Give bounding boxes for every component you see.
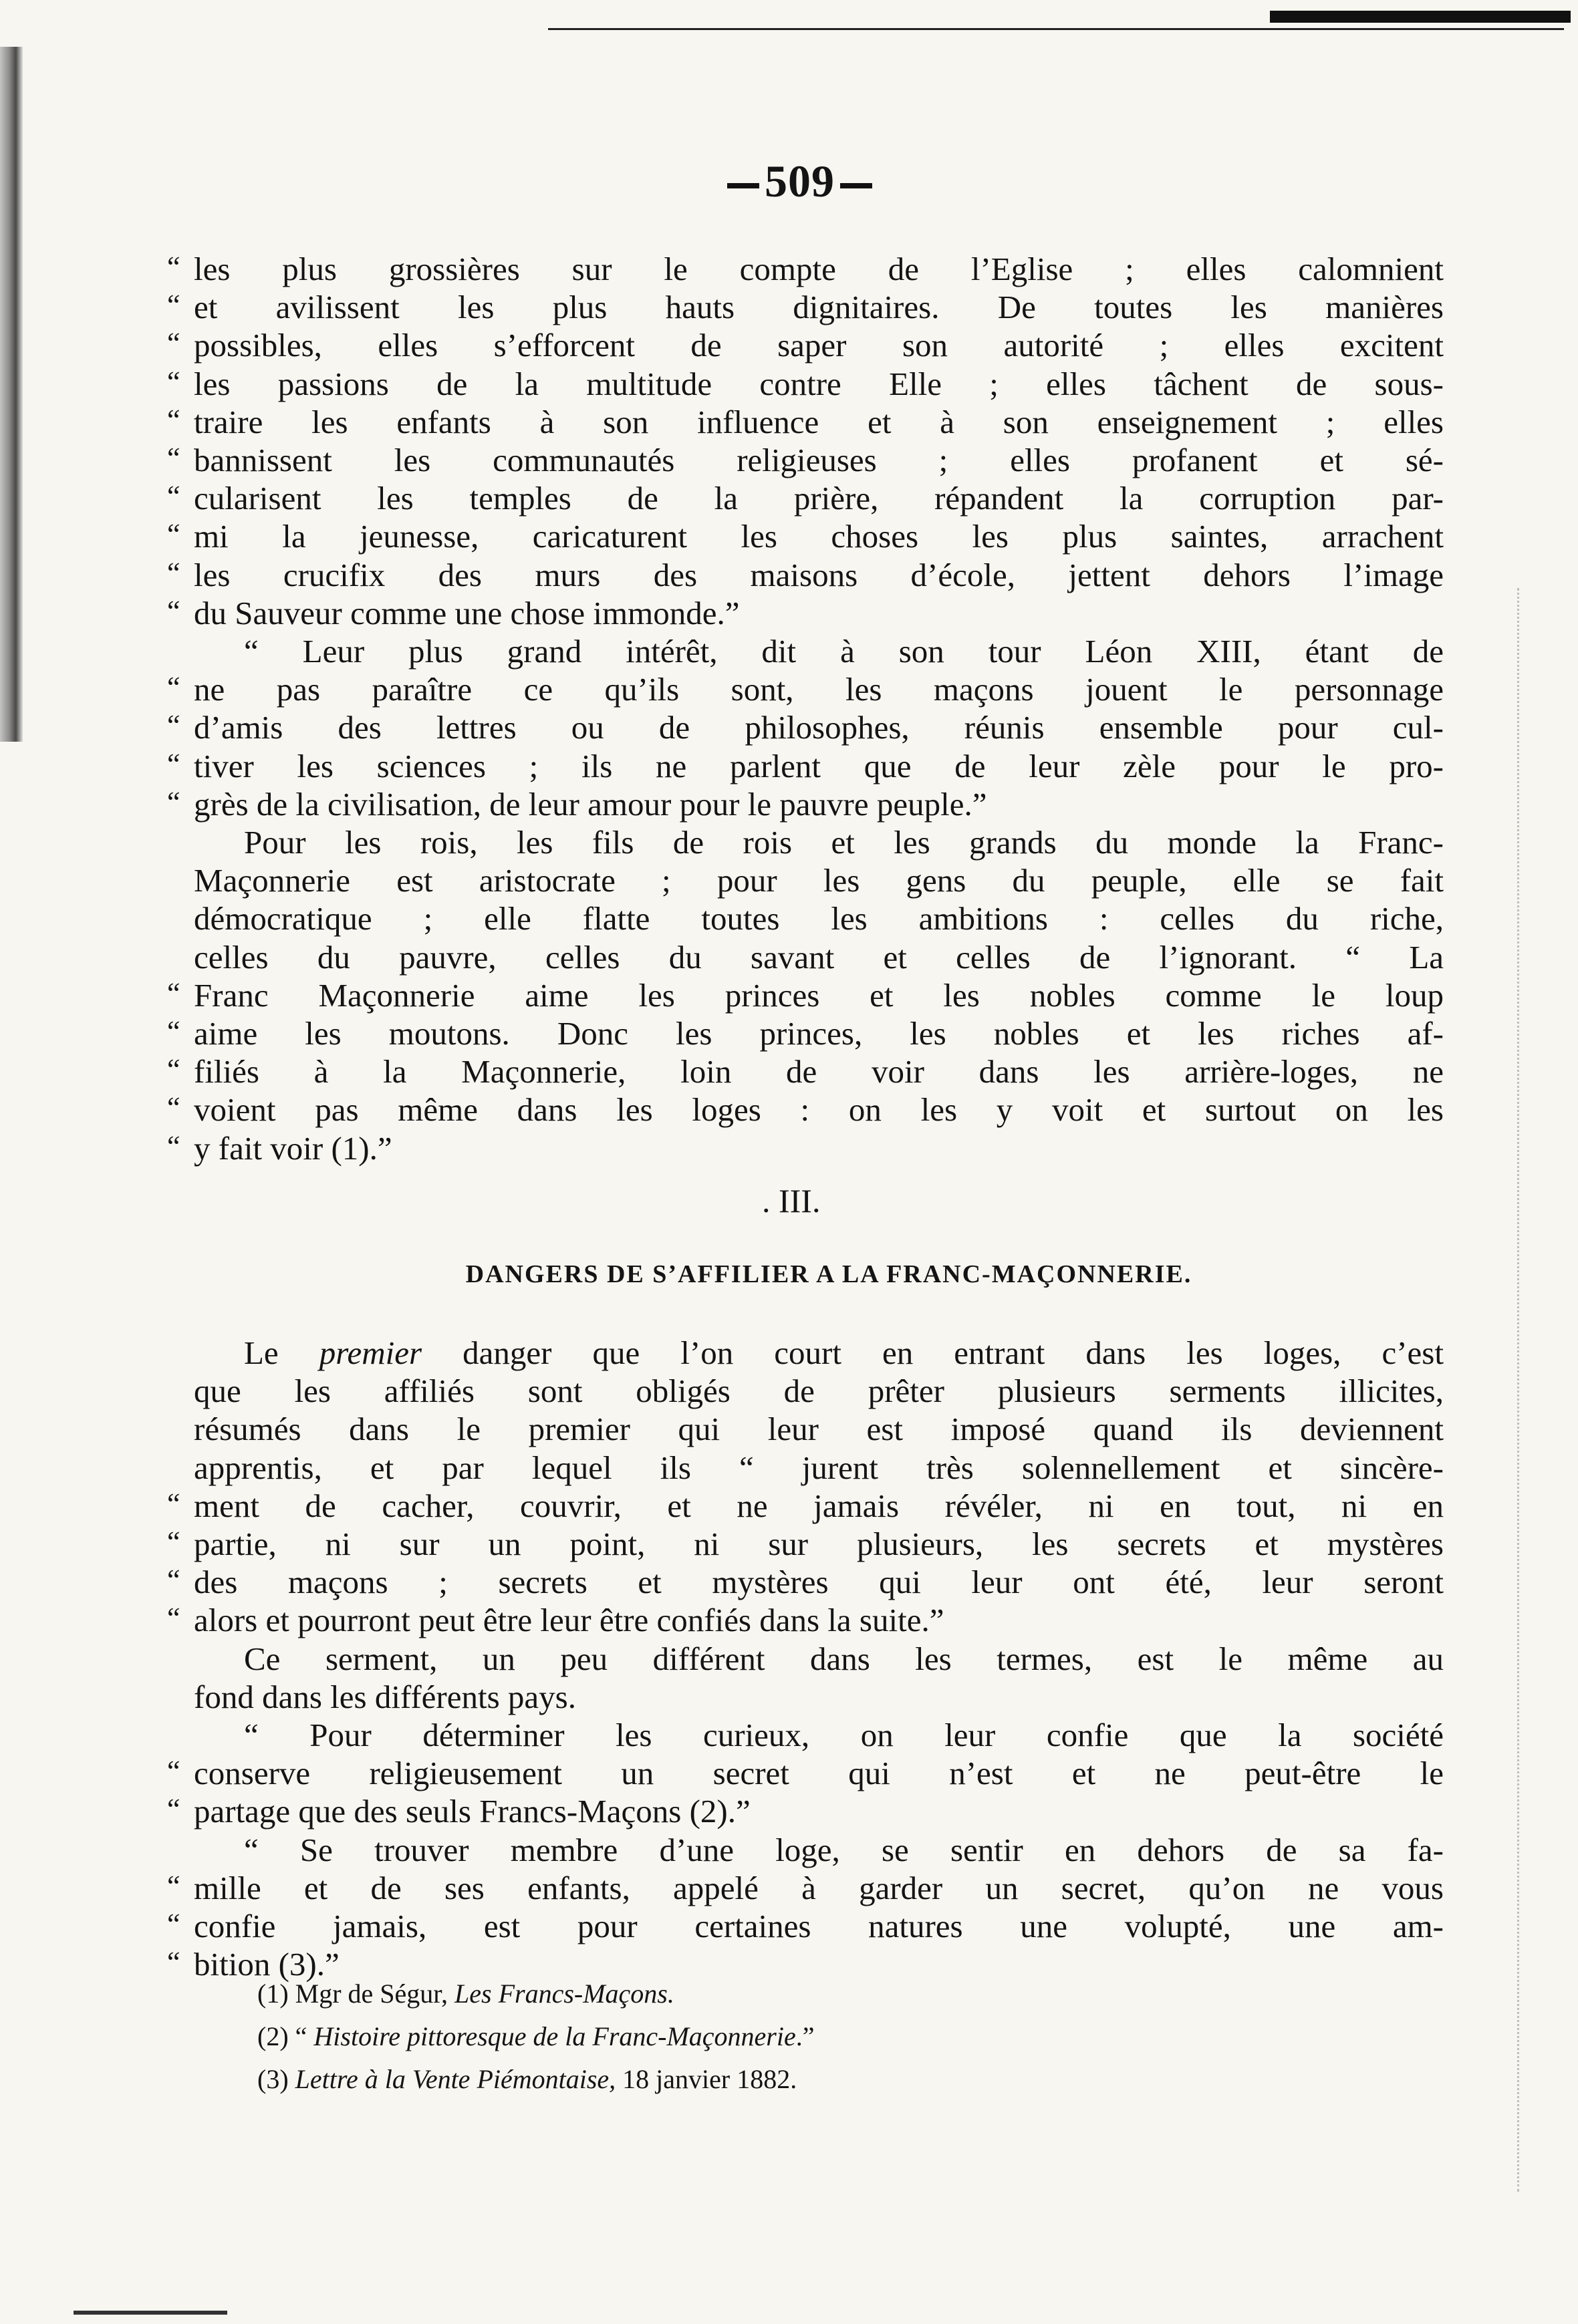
quote-mark: “ — [167, 518, 180, 551]
quote-mark: “ — [167, 327, 180, 360]
line-text: celles du pauvre, celles du savant et celles de l’ignorant. “ La — [194, 938, 1444, 976]
quote-mark: “ — [167, 1602, 180, 1635]
text-line — [167, 785, 1444, 823]
text-line — [244, 1642, 1444, 1675]
page-number — [722, 155, 878, 208]
text-line — [167, 1946, 1444, 1983]
line-text: bannissent les communautés religieuses ; elles profanent et sé- — [194, 442, 1444, 478]
text-line — [194, 902, 1444, 935]
footnote-text: “ — [295, 2021, 314, 2051]
text-line — [167, 365, 1444, 402]
text-line — [194, 938, 1444, 976]
text-line — [167, 1091, 1444, 1129]
line-text: partie, ni sur un point, ni sur plusieurs, les secrets et mystères — [194, 1526, 1444, 1562]
footnote-title: Les Francs-Maçons. — [454, 1979, 674, 2009]
quote-mark: “ — [167, 1564, 180, 1597]
line-text: démocratique ; elle flatte toutes les ambitions : celles du riche, — [194, 900, 1444, 937]
text-line — [167, 556, 1444, 593]
quote-mark: “ — [167, 1793, 180, 1826]
quote-mark: “ — [167, 556, 180, 589]
line-text: tiver les sciences ; ils ne parlent que de leur zèle pour le pro- — [194, 747, 1444, 784]
line-text: “ Se trouver membre d’une loge, se sentir en dehors de sa fa- — [244, 1831, 1444, 1868]
text-line — [167, 1487, 1444, 1524]
page-number-dash-left — [727, 183, 759, 188]
line-text: “ Pour déterminer les curieux, on leur confie que la société — [244, 1717, 1444, 1753]
text-line — [167, 976, 1444, 1014]
line-text: du Sauveur comme une chose immonde.” — [194, 594, 740, 631]
line-text: “ Leur plus grand intérêt, dit à son tour Léon XIII, étant de — [244, 633, 1444, 670]
line-text: possibles, elles s’efforcent de saper son autorité ; elles excitent — [194, 327, 1444, 364]
text-line — [167, 442, 1444, 478]
text-line — [167, 594, 1444, 631]
line-text: apprentis, et par lequel ils “ jurent très solennellement et sincère- — [194, 1449, 1444, 1486]
line-text: mi la jeunesse, caricaturent les choses les plus saintes, arrachent — [194, 518, 1444, 555]
text-line — [167, 1869, 1444, 1906]
line-text: y fait voir (1).” — [194, 1129, 392, 1167]
footnote — [257, 2063, 797, 2095]
text-line — [244, 1336, 1444, 1369]
quote-mark: “ — [167, 442, 180, 474]
text-line — [194, 1411, 1444, 1448]
text-line — [194, 864, 1444, 897]
quote-mark: “ — [167, 251, 180, 283]
text-line — [167, 1908, 1444, 1944]
text-line — [244, 1831, 1444, 1868]
quote-mark: “ — [167, 289, 180, 322]
footnote-tail: 18 janvier 1882. — [616, 2064, 797, 2094]
text-line — [244, 1719, 1444, 1751]
text-line — [167, 1053, 1444, 1091]
right-margin-speckles — [1517, 588, 1527, 2192]
text-line — [244, 826, 1444, 859]
quote-mark: “ — [167, 594, 180, 627]
section-number: . III. — [762, 1182, 821, 1219]
quote-mark: “ — [167, 480, 180, 513]
footnote-number: (2) — [257, 2021, 295, 2051]
text-line — [167, 403, 1444, 440]
footnote-tail: .” — [795, 2021, 815, 2051]
quote-mark: “ — [167, 785, 180, 819]
quote-mark: “ — [167, 1129, 180, 1163]
text-line — [167, 709, 1444, 746]
quote-mark: “ — [167, 1487, 180, 1520]
top-border-mark — [1270, 11, 1571, 23]
bottom-rule — [74, 2311, 227, 2315]
footnote-title: Lettre à la Vente Piémontaise, — [295, 2064, 616, 2094]
line-text: ment de cacher, couvrir, et ne jamais révéler, ni en tout, ni en — [194, 1487, 1444, 1524]
quote-mark: “ — [167, 1526, 180, 1558]
line-text: voient pas même dans les loges : on les y voit et surtout on les — [194, 1091, 1444, 1129]
text-line — [167, 480, 1444, 517]
quote-mark: “ — [167, 1946, 180, 1979]
text-line — [167, 289, 1444, 326]
text-line — [194, 1678, 1444, 1715]
text-line — [167, 1129, 1444, 1167]
page-number-value: 509 — [765, 156, 835, 206]
footnote — [257, 2021, 815, 2052]
top-rule — [548, 28, 1564, 30]
line-text: bition (3).” — [194, 1946, 340, 1983]
line-text: Franc Maçonnerie aime les princes et les nobles comme le loup — [194, 976, 1444, 1014]
line-text: alors et pourront peut être leur être confiés dans la suite.” — [194, 1602, 944, 1639]
quote-mark: “ — [167, 1908, 180, 1940]
footnote-text: Mgr de Ségur, — [295, 1979, 454, 2009]
text-line — [244, 635, 1444, 668]
line-text: des maçons ; secrets et mystères qui leur ont été, leur seront — [194, 1564, 1444, 1601]
text-line — [167, 518, 1444, 555]
footnote — [257, 1978, 674, 2009]
line-text: que les affiliés sont obligés de prêter plusieurs serments illicites, — [194, 1372, 1444, 1410]
line-text: résumés dans le premier qui leur est imposé quand ils deviennent — [194, 1411, 1444, 1448]
line-text: traire les enfants à son influence et à son enseignement ; elles — [194, 403, 1444, 440]
quote-mark: “ — [167, 709, 180, 742]
line-text: fond dans les différents pays. — [194, 1678, 576, 1715]
footnote-title: Histoire pittoresque de la Franc-Maçonnerie — [313, 2021, 796, 2051]
text-line — [194, 1372, 1444, 1410]
line-text: et avilissent les plus hauts dignitaires. De toutes les manières — [194, 289, 1444, 326]
text-line — [167, 1602, 1444, 1639]
line-text: d’amis des lettres ou de philosophes, réunis ensemble pour cul- — [194, 709, 1444, 746]
quote-mark: “ — [167, 1869, 180, 1902]
text-line — [167, 747, 1444, 784]
line-text: ne pas paraître ce qu’ils sont, les maçons jouent le personnage — [194, 671, 1444, 708]
text-line — [167, 1564, 1444, 1601]
footnote-number: (1) — [257, 1979, 295, 2009]
text-line — [167, 327, 1444, 364]
line-text: les crucifix des murs des maisons d’école, jettent dehors l’image — [194, 556, 1444, 593]
line-text: aime les moutons. Donc les princes, les nobles et les riches af- — [194, 1015, 1444, 1052]
page-edge-shadow — [0, 47, 23, 742]
quote-mark: “ — [167, 1755, 180, 1788]
line-text: les plus grossières sur le compte de l’Eglise ; elles calomnient — [194, 251, 1444, 287]
text-line — [194, 1451, 1444, 1484]
line-text: Le premier danger que l’on court en entrant dans les loges, c’est — [244, 1334, 1444, 1371]
line-text: filiés à la Maçonnerie, loin de voir dans les arrière-loges, ne — [194, 1053, 1444, 1091]
line-text: Maçonnerie est aristocrate ; pour les gens du peuple, elle se fait — [194, 862, 1444, 899]
text-line — [167, 1793, 1444, 1830]
quote-mark: “ — [167, 976, 180, 1010]
section-heading: DANGERS DE S’AFFILIER A LA FRANC-MAÇONNERIE. — [465, 1260, 1192, 1288]
quote-mark: “ — [167, 1015, 180, 1048]
line-text: confie jamais, est pour certaines natures une volupté, une am- — [194, 1908, 1444, 1944]
line-text: grès de la civilisation, de leur amour pour le pauvre peuple.” — [194, 785, 987, 823]
quote-mark: “ — [167, 1091, 180, 1125]
footnote-number: (3) — [257, 2064, 295, 2094]
text-line — [167, 671, 1444, 708]
page-number-dash-right — [840, 183, 872, 188]
line-text: partage que des seuls Francs-Maçons (2).” — [194, 1793, 751, 1830]
quote-mark: “ — [167, 365, 180, 398]
quote-mark: “ — [167, 403, 180, 436]
text-line — [167, 1755, 1444, 1792]
quote-mark: “ — [167, 747, 180, 780]
line-text: cularisent les temples de la prière, répandent la corruption par- — [194, 480, 1444, 517]
line-text: Ce serment, un peu différent dans les termes, est le même au — [244, 1640, 1444, 1677]
line-text: conserve religieusement un secret qui n’est et ne peut-être le — [194, 1755, 1444, 1792]
quote-mark: “ — [167, 1053, 180, 1086]
line-text: mille et de ses enfants, appelé à garder un secret, qu’on ne vous — [194, 1869, 1444, 1906]
line-text: les passions de la multitude contre Elle ; elles tâchent de sous- — [194, 365, 1444, 402]
text-line — [167, 251, 1444, 287]
text-line — [167, 1526, 1444, 1562]
quote-mark: “ — [167, 671, 180, 704]
line-text: Pour les rois, les fils de rois et les grands du monde la Franc- — [244, 824, 1444, 861]
text-line — [167, 1015, 1444, 1052]
